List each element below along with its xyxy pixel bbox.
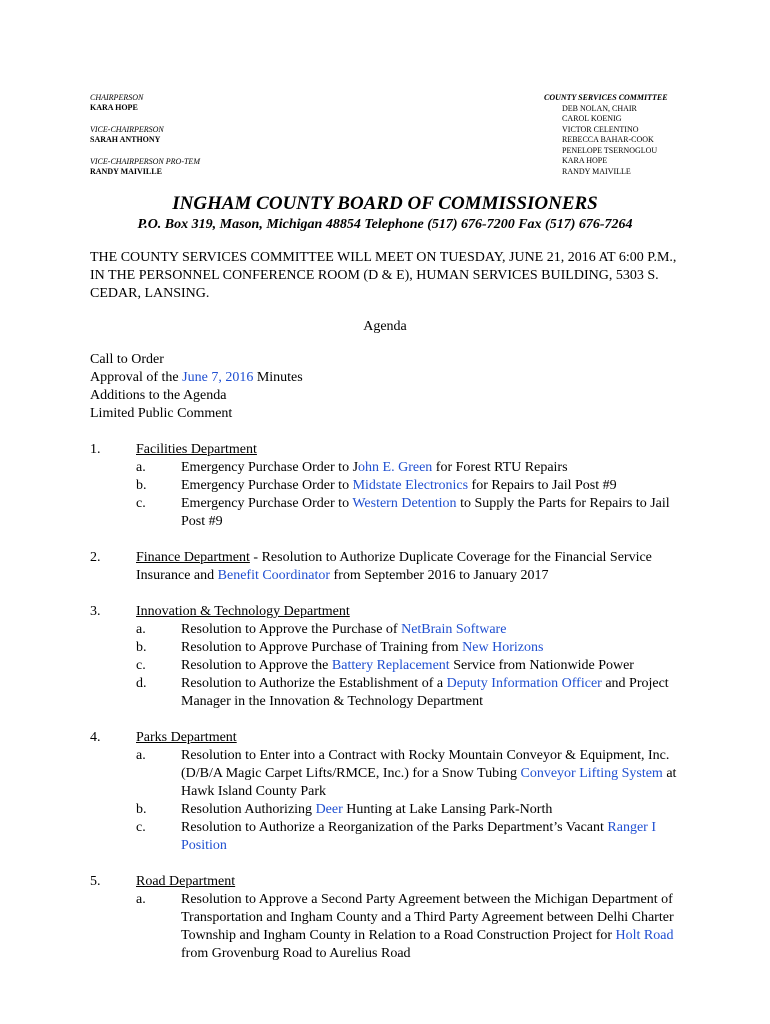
agenda-text: from September 2016 to January 2017 xyxy=(330,568,549,583)
officer-name: KARA HOPE xyxy=(90,103,138,112)
sub-item-letter: b. xyxy=(136,640,147,655)
item-number: 5. xyxy=(90,874,101,889)
sub-item-text xyxy=(181,747,690,801)
agenda-text: Hunting at Lake Lansing Park-North xyxy=(342,802,553,817)
agenda-link[interactable]: Ranger I Position xyxy=(181,820,656,853)
sub-item xyxy=(136,675,690,711)
preliminary-item xyxy=(90,351,303,369)
sub-item-text xyxy=(181,459,690,477)
agenda-text: Call to Order xyxy=(90,352,164,367)
item-heading xyxy=(136,729,690,747)
officer-name: RANDY MAIVILLE xyxy=(90,167,162,176)
item-number: 3. xyxy=(90,604,101,619)
agenda-text: Resolution to Approve the Purchase of xyxy=(181,622,402,637)
agenda-text: Resolution Authorizing xyxy=(181,802,316,817)
agenda-link[interactable]: NetBrain Software xyxy=(401,622,507,637)
item-body xyxy=(136,873,690,963)
agenda-link[interactable]: June 7, 2016 xyxy=(182,370,254,385)
committee-member: KARA HOPE xyxy=(562,156,608,165)
sub-item xyxy=(136,477,690,495)
agenda-item xyxy=(90,549,690,585)
preliminary-list xyxy=(90,351,303,423)
agenda-text: Emergency Purchase Order to xyxy=(181,478,353,493)
board-title: INGHAM COUNTY BOARD OF COMMISSIONERS xyxy=(172,193,598,214)
agenda-text: Limited Public Comment xyxy=(90,406,233,421)
committee-member: DEB NOLAN, CHAIR xyxy=(562,103,637,113)
item-number: 4. xyxy=(90,730,101,745)
sub-item-text xyxy=(181,477,690,495)
sub-item-letter: c. xyxy=(136,820,146,835)
agenda-heading: Agenda xyxy=(363,319,407,334)
agenda-text: Service from Nationwide Power xyxy=(449,658,634,673)
committee-member: CAROL KOENIG xyxy=(562,114,622,123)
officer-role: CHAIRPERSON xyxy=(90,93,144,102)
sub-item-letter: c. xyxy=(136,496,146,511)
committee-member: VICTOR CELENTINO xyxy=(562,124,639,134)
agenda-text: - Resolution to Authorize Duplicate Coverage for the Financial Service Insurance and xyxy=(136,550,652,583)
sub-item xyxy=(136,639,690,657)
item-body xyxy=(136,549,690,585)
agenda-link[interactable]: Western Detention xyxy=(352,496,457,511)
item-heading xyxy=(136,603,690,621)
department-name: Facilities Department xyxy=(136,442,257,457)
sub-item-text xyxy=(181,801,690,819)
agenda-link[interactable]: Conveyor Lifting System xyxy=(520,766,663,781)
board-address: P.O. Box 319, Mason, Michigan 48854 Telephone (517) 676-7200 Fax (517) 676-7264 xyxy=(137,217,633,232)
item-body xyxy=(136,441,690,531)
agenda-text: to Supply the Parts for Repairs to Jail Post #9 xyxy=(181,496,670,529)
agenda-text: for Repairs to Jail Post #9 xyxy=(468,478,617,493)
item-body xyxy=(136,729,690,855)
sub-item-letter: b. xyxy=(136,802,147,817)
sub-item-text xyxy=(181,657,690,675)
agenda-text: Resolution to Authorize the Establishment of a xyxy=(181,676,447,691)
item-heading xyxy=(136,873,690,891)
sub-item xyxy=(136,891,690,963)
preliminary-item xyxy=(90,369,303,387)
sub-item xyxy=(136,801,690,819)
sub-item-letter: a. xyxy=(136,622,146,637)
agenda-text: for Forest RTU Repairs xyxy=(432,460,568,475)
committee-block xyxy=(544,93,744,177)
item-body xyxy=(136,603,690,711)
sub-item-text xyxy=(181,495,690,531)
agenda-text: Additions to the Agenda xyxy=(90,388,227,403)
sub-item-letter: a. xyxy=(136,460,146,475)
sub-item-text xyxy=(181,621,690,639)
sub-item xyxy=(136,621,690,639)
officer-role: VICE-CHAIRPERSON xyxy=(90,125,164,134)
item-number: 1. xyxy=(90,442,101,457)
committee-member: RANDY MAIVILLE xyxy=(562,166,631,176)
agenda-item xyxy=(90,441,690,531)
agenda-link[interactable]: Deputy Information Officer xyxy=(446,676,602,691)
item-heading xyxy=(136,441,690,459)
item-heading xyxy=(136,549,690,585)
agenda-link[interactable]: Battery Replacement xyxy=(331,658,450,673)
agenda-text: Resolution to Authorize a Reorganization of the Parks Department’s Vacant xyxy=(181,820,608,835)
preliminary-item xyxy=(90,405,303,423)
department-name: Innovation & Technology Department xyxy=(136,604,350,619)
agenda-text: Resolution to Enter into a Contract with Rocky Mountain Conveyor & Equipment, Inc. (D/B/A Magic Carpet Lifts/RMCE, Inc.) for a Snow Tubing xyxy=(181,748,670,781)
sub-item xyxy=(136,747,690,801)
agenda-text: at Hawk Island County Park xyxy=(181,766,677,799)
officer-name: SARAH ANTHONY xyxy=(90,135,161,144)
officer-role: VICE-CHAIRPERSON PRO-TEM xyxy=(90,157,200,166)
sub-item xyxy=(136,459,690,477)
agenda-text: Emergency Purchase Order to J xyxy=(181,460,359,475)
sub-item xyxy=(136,819,690,855)
agenda-text: Approval of the xyxy=(90,370,183,385)
item-number: 2. xyxy=(90,550,101,565)
sub-item-letter: b. xyxy=(136,478,147,493)
department-name: Parks Department xyxy=(136,730,237,745)
sub-item-text xyxy=(181,675,690,711)
agenda-text: Minutes xyxy=(253,370,303,385)
agenda-link[interactable]: Holt Road xyxy=(615,928,674,943)
agenda-text: Resolution to Approve the xyxy=(181,658,332,673)
meeting-notice: THE COUNTY SERVICES COMMITTEE WILL MEET ON TUESDAY, JUNE 21, 2016 AT 6:00 P.M., IN THE PERSONNEL CONFERENCE ROOM (D & E), HUMAN SERVICES BUILDING, 5303 S. CEDAR, LANSING. xyxy=(90,250,677,301)
agenda-link[interactable]: Benefit Coordinator xyxy=(217,568,331,583)
department-name: Finance Department xyxy=(136,550,250,565)
agenda-link[interactable]: New Horizons xyxy=(462,640,544,655)
agenda-text: Resolution to Approve a Second Party Agreement between the Michigan Department of Transportation and Ingham County and a Third Party Agreement between Delhi Charter Township and Ingham County in Relation to a Road Construction Project for xyxy=(181,892,674,943)
agenda-item xyxy=(90,603,690,711)
agenda-link[interactable]: Deer xyxy=(315,802,343,817)
committee-title: COUNTY SERVICES COMMITTEE xyxy=(544,93,668,102)
sub-item-letter: c. xyxy=(136,658,146,673)
sub-item-text xyxy=(181,891,690,963)
department-name: Road Department xyxy=(136,874,236,889)
agenda-item xyxy=(90,873,690,963)
committee-member: PENELOPE TSERNOGLOU xyxy=(562,145,658,155)
agenda-text: from Grovenburg Road to Aurelius Road xyxy=(181,946,411,961)
committee-member: REBECCA BAHAR-COOK xyxy=(562,135,654,144)
sub-item-letter: a. xyxy=(136,892,146,907)
sub-item-text xyxy=(181,819,690,855)
agenda-text: and Project Manager in the Innovation & Technology Department xyxy=(181,676,669,709)
agenda-link[interactable]: Midstate Electronics xyxy=(352,478,469,493)
agenda-text: Resolution to Approve Purchase of Training from xyxy=(181,640,463,655)
agenda-link[interactable]: ohn E. Green xyxy=(358,460,433,475)
agenda-text: Emergency Purchase Order to xyxy=(181,496,353,511)
agenda-items xyxy=(90,441,690,981)
agenda-item xyxy=(90,729,690,855)
sub-item-text xyxy=(181,639,690,657)
sub-item xyxy=(136,495,690,531)
sub-item-letter: d. xyxy=(136,676,147,691)
officers-block xyxy=(90,93,350,189)
sub-item-letter: a. xyxy=(136,748,146,763)
sub-item xyxy=(136,657,690,675)
preliminary-item xyxy=(90,387,303,405)
